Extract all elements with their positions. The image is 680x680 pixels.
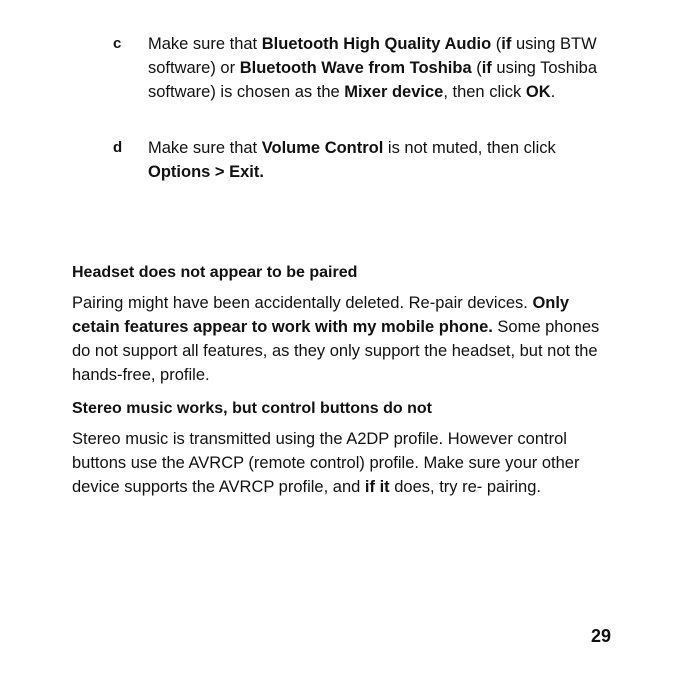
- text-run: Make sure that: [148, 35, 262, 53]
- text-run: using Toshiba software) is chosen as the: [148, 59, 597, 101]
- bold-text-run: Bluetooth Wave from Toshiba: [239, 59, 472, 77]
- text-run: (: [471, 59, 482, 77]
- text-run: , then click: [443, 83, 526, 101]
- bold-text-run: Only cetain features appear to work with my mobile phone.: [72, 294, 570, 336]
- page-number: 29: [590, 626, 611, 646]
- bold-text-run: Volume Control: [261, 139, 384, 157]
- text-run: (: [491, 35, 502, 53]
- step-c: [113, 32, 613, 128]
- step-letter: c: [113, 35, 122, 52]
- bold-text-run: if: [481, 59, 492, 77]
- text-run: Make sure that: [148, 139, 262, 157]
- section-heading: Stereo music works, but control buttons do not: [72, 400, 433, 417]
- step-letter: d: [113, 139, 123, 156]
- text-run: is not muted, then click: [383, 139, 556, 157]
- text-run: .: [550, 83, 556, 101]
- text-run: Some phones do not support all features, as they only support the headset, but not the hands-free, profile.: [72, 318, 600, 384]
- step-text: [148, 32, 608, 104]
- step-text: [148, 136, 608, 184]
- step-d: [113, 136, 613, 184]
- bold-text-run: Options > Exit.: [148, 163, 264, 181]
- bold-text-run: Bluetooth High Quality Audio: [261, 35, 492, 53]
- bold-text-run: OK: [525, 83, 551, 101]
- bold-text-run: if it: [364, 478, 390, 496]
- text-run: does, try re- pairing.: [389, 478, 541, 496]
- bold-text-run: Mixer device: [344, 83, 444, 101]
- section-body: [72, 427, 622, 499]
- text-run: using BTW software) or: [148, 35, 597, 77]
- bold-text-run: if: [501, 35, 512, 53]
- section-body: [72, 291, 617, 387]
- section-heading: Headset does not appear to be paired: [72, 264, 358, 281]
- text-run: Pairing might have been accidentally deleted. Re-pair devices.: [72, 294, 533, 312]
- text-run: Stereo music is transmitted using the A2DP profile. However control buttons use the AVRCP (remote control) profile. Make sure your other device supports the AVRCP profile, and: [72, 430, 580, 496]
